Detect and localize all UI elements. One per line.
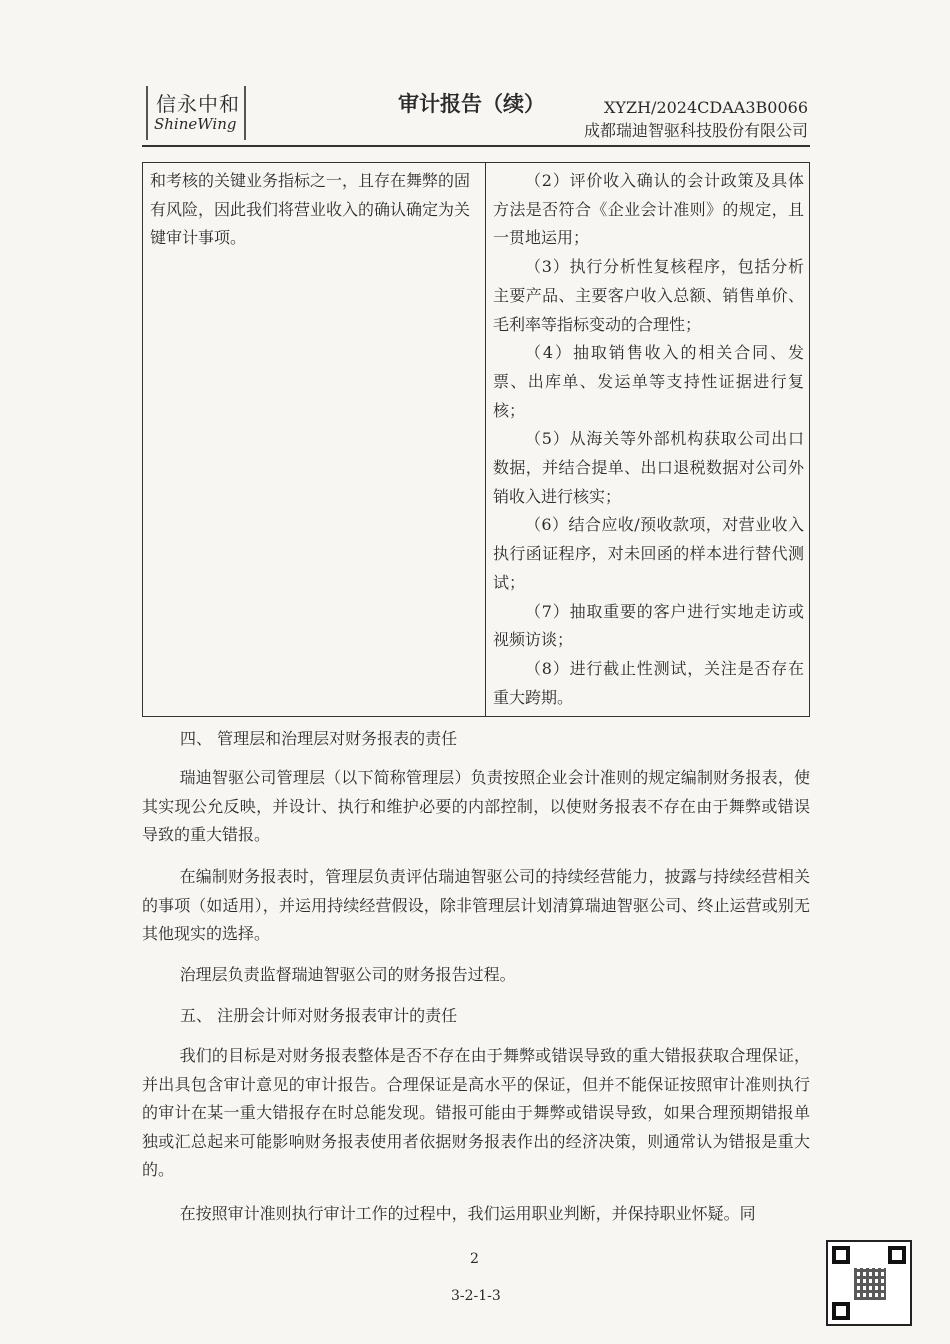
section-4-paragraph-2: 在编制财务报表时，管理层负责评估瑞迪智驱公司的持续经营能力，披露与持续经营相关的事项（如适用），并运用持续经营假设，除非管理层计划清算瑞迪智驱公司、终止运营或别无其他现实的选择。 [142, 867, 810, 943]
report-title: 审计报告（续） [398, 92, 545, 116]
procedure-item: （3）执行分析性复核程序，包括分析主要产品、主要客户收入总额、销售单价、毛利率等指标变动的合理性； [493, 257, 804, 334]
qr-data-modules [854, 1268, 886, 1300]
section-5-heading: 五、 注册会计师对财务报表审计的责任 [180, 1006, 458, 1025]
procedure-item: （5）从海关等外部机构获取公司出口数据，并结合提单、出口退税数据对公司外销收入进行核实； [493, 429, 804, 506]
company-name: 成都瑞迪智驱科技股份有限公司 [583, 121, 808, 140]
logo-english-name: ShineWing [154, 115, 237, 133]
header-divider [142, 145, 810, 147]
section-4-paragraph-1: 瑞迪智驱公司管理层（以下简称管理层）负责按照企业会计准则的规定编制财务报表，使其实现公允反映，并设计、执行和维护必要的内部控制，以使财务报表不存在由于舞弊或错误导致的重大错报。 [142, 768, 810, 844]
kam-procedures-cell [486, 163, 810, 717]
procedure-item: （7）抽取重要的客户进行实地走访或视频访谈； [493, 601, 804, 650]
procedure-item: （4）抽取销售收入的相关合同、发票、出库单、发运单等支持性证据进行复核； [493, 343, 804, 420]
section-5-paragraph-1: 我们的目标是对财务报表整体是否不存在由于舞弊或错误导致的重大错报获取合理保证，并出具包含审计意见的审计报告。合理保证是高水平的保证，但并不能保证按照审计准则执行的审计在某一重大错报存在时总能发现。错报可能由于舞弊或错误导致，如果合理预期错报单独或汇总起来可能影响财务报表使用者依据财务报表作出的经济决策，则通常认为错报是重大的。 [142, 1046, 810, 1179]
qr-finder-pattern [888, 1246, 906, 1264]
section-5-paragraph-2: 在按照审计准则执行审计工作的过程中，我们运用职业判断，并保持职业怀疑。同 [179, 1204, 756, 1223]
logo-chinese-name: 信永中和 [156, 92, 240, 116]
procedure-item: （2）评价收入确认的会计政策及具体方法是否符合《企业会计准则》的规定，且一贯地运用； [493, 171, 804, 248]
firm-logo [146, 86, 246, 140]
key-audit-matter-table [142, 162, 810, 717]
qr-finder-pattern [832, 1302, 850, 1320]
procedure-item: （6）结合应收/预收款项，对营业收入执行函证程序，对未回函的样本进行替代测试； [493, 515, 804, 592]
qr-code-icon [826, 1240, 912, 1326]
qr-finder-pattern [832, 1246, 850, 1264]
page-reference: 3-2-1-3 [451, 1288, 501, 1304]
kam-description-text: 和考核的关键业务指标之一，且存在舞弊的固有风险，因此我们将营业收入的确认确定为关键审计事项。 [150, 171, 471, 248]
document-number: XYZH/2024CDAA3B0066 [604, 98, 808, 117]
section-4-paragraph-3: 治理层负责监督瑞迪智驱公司的财务报告过程。 [179, 965, 516, 984]
page-number: 2 [470, 1251, 479, 1267]
kam-description-cell [143, 163, 486, 717]
procedure-item: （8）进行截止性测试，关注是否存在重大跨期。 [493, 658, 804, 707]
section-4-heading: 四、 管理层和治理层对财务报表的责任 [180, 729, 458, 748]
